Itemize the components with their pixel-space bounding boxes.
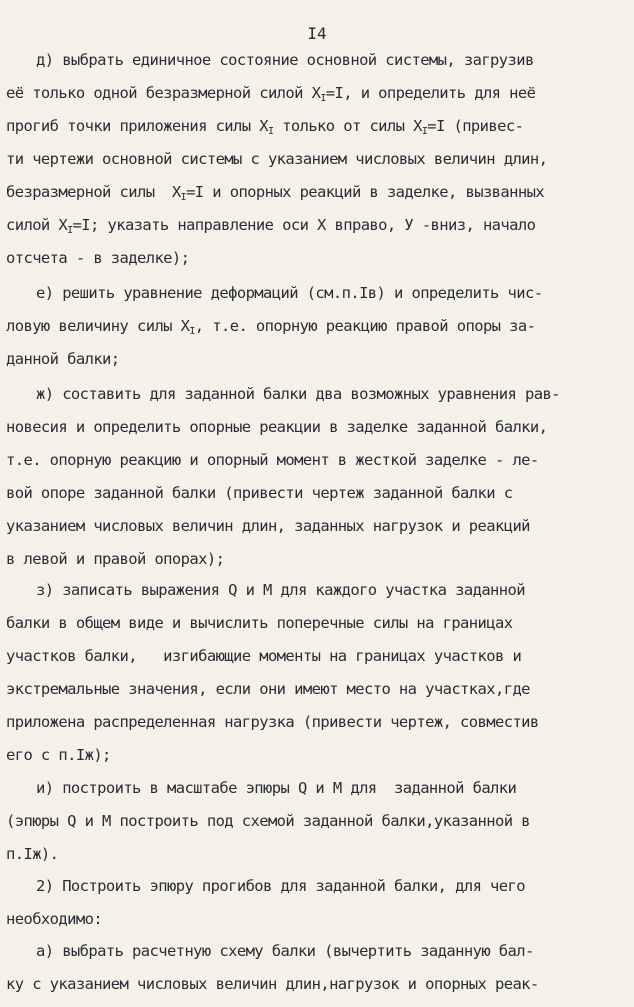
subscript: I [189,326,195,337]
text-segment: д) выбрать единичное состояние основной системы, загрузив [36,51,534,69]
text-line [6,483,512,503]
text-line [6,712,539,732]
text-line [6,613,512,633]
text-segment: =I и опорных реакций в заделке, вызванных [186,183,545,201]
text-segment: её только одной безразмерной силой X [6,84,321,102]
text-line [36,384,560,404]
text-line [6,679,530,699]
text-segment: ловую величину силы X [6,317,190,335]
subscript: I [421,126,428,137]
text-segment: приложена распределенная нагрузка (привести чертеж, совместив [6,713,539,731]
text-segment: только от силы X [273,117,422,135]
text-segment: а) выбрать расчетную схему балки (вычертить заданную бал- [36,942,534,960]
text-line [6,215,535,241]
text-line [6,745,111,765]
text-line [6,248,189,268]
subscript: I [320,93,326,104]
text-line [36,283,542,303]
text-line [6,549,224,569]
text-segment: и) построить в масштабе эпюры Q и M для заданной балки [36,779,517,797]
text-line [36,876,525,896]
text-line [6,182,544,208]
text-segment: =I; указать направление оси X вправо, У -вниз, начало [72,216,536,234]
text-line [6,646,521,666]
text-segment: , т.е. опорную реакцию правой опоры за- [194,317,536,335]
text-segment: з) записать выражения Q и M для каждого участка заданной [36,581,525,599]
text-segment: указанием числовых величин длин, заданных нагрузок и реакций [6,517,530,535]
text-segment: силой X [6,216,68,234]
text-segment: в левой и правой опорах); [6,550,225,568]
text-segment: ж) составить для заданной балки два возможных уравнения рав- [36,385,560,403]
text-segment: 2) Построить эпюру прогибов для заданной балки, для чего [36,877,525,895]
text-line [6,116,523,142]
text-line [6,450,539,470]
text-line [36,778,516,798]
text-segment: данной балки; [6,350,120,368]
text-line [6,811,530,831]
text-segment: новесия и определить опорные реакции в заделке заданной балки, [6,418,548,436]
text-line [6,844,58,864]
subscript: I [267,126,274,137]
text-line [36,941,534,961]
text-segment: отсчета - в заделке); [6,249,190,267]
text-segment: е) решить уравнение деформаций (см.п.Iв) и определить чис- [36,284,543,302]
page-number: I4 [307,24,327,43]
text-segment: (эпюры Q и M построить под схемой заданной балки,указанной в [6,812,530,830]
text-segment: необходимо: [6,910,103,928]
text-segment: вой опоре заданной балки (привести чертеж заданной балки с [6,484,513,502]
text-line [6,349,120,369]
text-line [6,974,539,994]
text-segment: участков балки, изгибающие моменты на границах участков и [6,647,522,665]
text-segment: его с п.Iж); [6,746,111,764]
text-line [36,50,534,70]
subscript: I [180,192,187,203]
text-segment: =I (привес- [427,117,524,135]
text-segment: п.Iж). [6,845,59,863]
text-segment: экстремальные значения, если они имеют место на участках,где [6,680,530,698]
text-segment: =I, и определить для неё [325,84,536,102]
text-segment: т.е. опорную реакцию и опорный момент в жесткой заделке - ле- [6,451,539,469]
text-line [6,417,547,437]
text-line [6,83,535,109]
text-line [6,149,547,169]
text-line [6,516,530,536]
text-segment: безразмерной силы X [6,183,181,201]
text-line [6,316,535,342]
text-segment: балки в общем виде и вычислить поперечные силы на границах [6,614,513,632]
text-segment: ти чертежи основной системы с указанием числовых величин длин, [6,150,548,168]
subscript: I [67,225,73,236]
text-line [36,580,525,600]
text-segment: ку с указанием числовых величин длин,нагрузок и опорных реак- [6,975,539,993]
text-line [6,909,102,929]
text-segment: прогиб точки приложения силы X [6,117,268,135]
